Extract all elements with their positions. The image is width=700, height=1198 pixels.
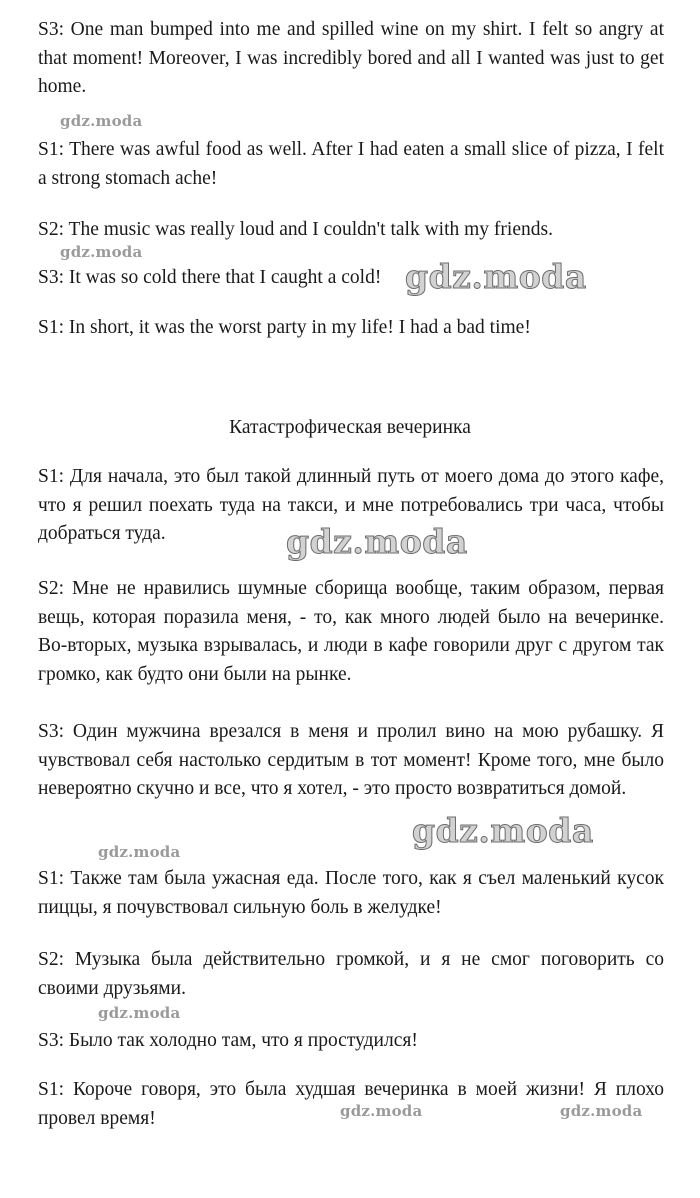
russian-paragraph-s1: S1: Для начала, это был такой длинный путь от моего дома до этого кафе, что я решил поехать туда на такси, и мне потребовались три часа, чтобы добраться туда. (38, 466, 664, 545)
russian-paragraph-s1-summary: S1: Короче говоря, это была худшая вечеринка в моей жизни! Я плохо провел время! (38, 1079, 664, 1129)
watermark-large: gdz.moda (405, 257, 587, 296)
english-paragraph-s1-summary: S1: In short, it was the worst party in my life! I had a bad time! (38, 317, 531, 338)
watermark-large: gdz.moda (412, 811, 594, 850)
watermark-small: gdz.moda (98, 843, 181, 861)
russian-paragraph-s2: S2: Мне не нравились шумные сборища вообще, таким образом, первая вещь, которая поразила меня, - то, как много людей было на вечеринке. Во-вторых, музыка взрывалась, и люди в кафе говорили друг с другом так громко, как будто они были на рынке. (38, 578, 664, 685)
russian-paragraph-s3: S3: Один мужчина врезался в меня и пролил вино на мою рубашку. Я чувствовал себя настолько сердитым в тот момент! Кроме того, мне было невероятно скучно и все, что я хотел, - это просто возвратиться домой. (38, 721, 664, 800)
english-paragraph-s2: S2: The music was really loud and I couldn't talk with my friends. (38, 219, 553, 240)
translation-title: Катастрофическая вечеринка (229, 417, 471, 438)
english-paragraph-s3: S3: One man bumped into me and spilled wine on my shirt. I felt so angry at that moment! Moreover, I was incredibly bored and all I wanted was just to get home. (38, 19, 664, 98)
russian-paragraph-s1-food: S1: Также там была ужасная еда. После того, как я съел маленький кусок пиццы, я почувствовал сильную боль в желудке! (38, 868, 664, 918)
watermark-small: gdz.moda (560, 1102, 643, 1120)
watermark-large: gdz.moda (286, 522, 468, 561)
watermark-small: gdz.moda (98, 1004, 181, 1022)
watermark-small: gdz.moda (60, 112, 143, 130)
english-paragraph-s1: S1: There was awful food as well. After I had eaten a small slice of pizza, I felt a strong stomach ache! (38, 139, 664, 189)
russian-paragraph-s2-music: S2: Музыка была действительно громкой, и я не смог поговорить со своими друзьями. (38, 949, 664, 999)
russian-paragraph-s3-cold: S3: Было так холодно там, что я простудился! (38, 1030, 418, 1051)
english-paragraph-s3-cold: S3: It was so cold there that I caught a cold! (38, 267, 382, 288)
watermark-small: gdz.moda (340, 1102, 423, 1120)
watermark-small: gdz.moda (60, 243, 143, 261)
